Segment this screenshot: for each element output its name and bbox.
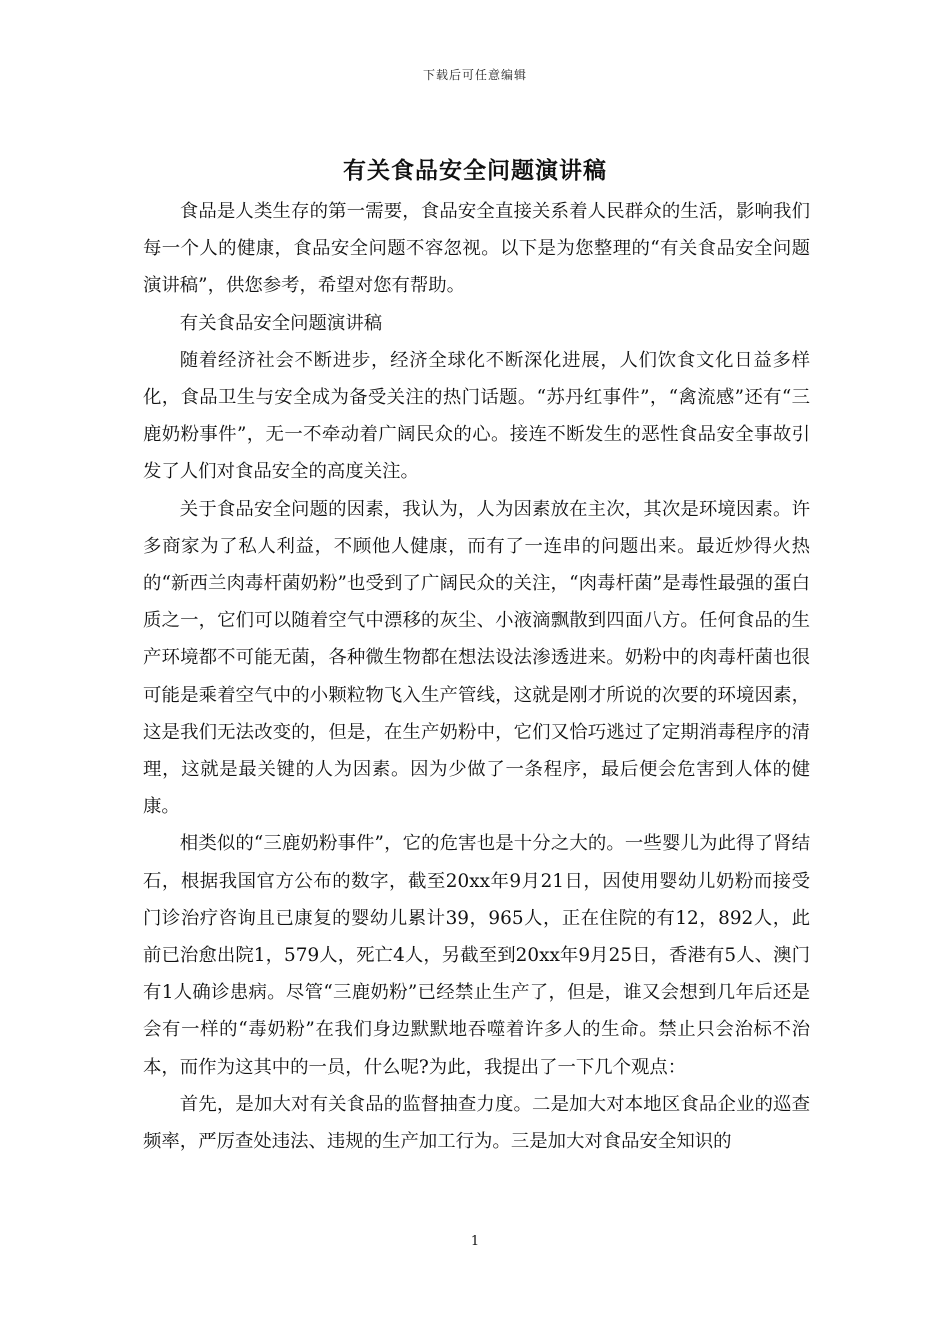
paragraph-sanlu-incident: 相类似的“三鹿奶粉事件”，它的危害也是十分之大的。一些婴儿为此得了肾结石，根据我国官方公布的数字，截至20xx年9月21日，因使用婴幼儿奶粉而接受门诊治疗咨询且已康复的婴幼儿累计39，965人，正在住院的有12，892人，此前已治愈出院1，579人，死亡4人，另截至到20xx年9月25日，香港有5人、澳门有1人确诊患病。尽管“三鹿奶粉”已经禁止生产了，但是，谁又会想到几年后还是会有一样的“毒奶粉”在我们身边默默地吞噬着许多人的生命。禁止只会治标不治本，而作为这其中的一员，什么呢?为此，我提出了一下几个观点： xyxy=(143,833,810,1078)
document-title: 有关食品安全问题演讲稿 xyxy=(343,157,607,184)
paragraph-subtitle: 有关食品安全问题演讲稿 xyxy=(179,312,383,334)
page-number: 1 xyxy=(470,1234,480,1249)
header-note: 下载后可任意编辑 xyxy=(422,68,527,82)
paragraph-background: 随着经济社会不断进步，经济全球化不断深化进展，人们饮食文化日益多样化，食品卫生与安全成为备受关注的热门话题。“苏丹红事件”，“禽流感”还有“三鹿奶粉事件”，无一不牵动着广阔民众的心。接连不断发生的恶性食品安全事故引发了人们对食品安全的高度关注。 xyxy=(143,349,810,483)
paragraph-factors: 关于食品安全问题的因素，我认为，人为因素放在主次，其次是环境因素。许多商家为了私人利益，不顾他人健康，而有了一连串的问题出来。最近炒得火热的“新西兰肉毒杆菌奶粉”也受到了广阔民众的关注，“肉毒杆菌”是毒性最强的蛋白质之一，它们可以随着空气中漂移的灰尘、小液滴飘散到四面八方。任何食品的生产环境都不可能无菌，各种微生物都在想法设法渗透进来。奶粉中的肉毒杆菌也很可能是乘着空气中的小颗粒物飞入生产管线，这就是刚才所说的次要的环境因素，这是我们无法改变的，但是，在生产奶粉中，它们又恰巧逃过了定期消毒程序的清理，这就是最关键的人为因素。因为少做了一条程序，最后便会危害到人体的健康。 xyxy=(143,498,810,818)
document-body xyxy=(143,193,810,1160)
paragraph-proposals: 首先，是加大对有关食品的监督抽查力度。二是加大对本地区食品企业的巡查频率，严厉查处违法、违规的生产加工行为。三是加大对食品安全知识的 xyxy=(143,1093,810,1153)
paragraph-intro: 食品是人类生存的第一需要，食品安全直接关系着人民群众的生活，影响我们每一个人的健康，食品安全问题不容忽视。以下是为您整理的“有关食品安全问题演讲稿”，供您参考，希望对您有帮助。 xyxy=(143,201,810,297)
